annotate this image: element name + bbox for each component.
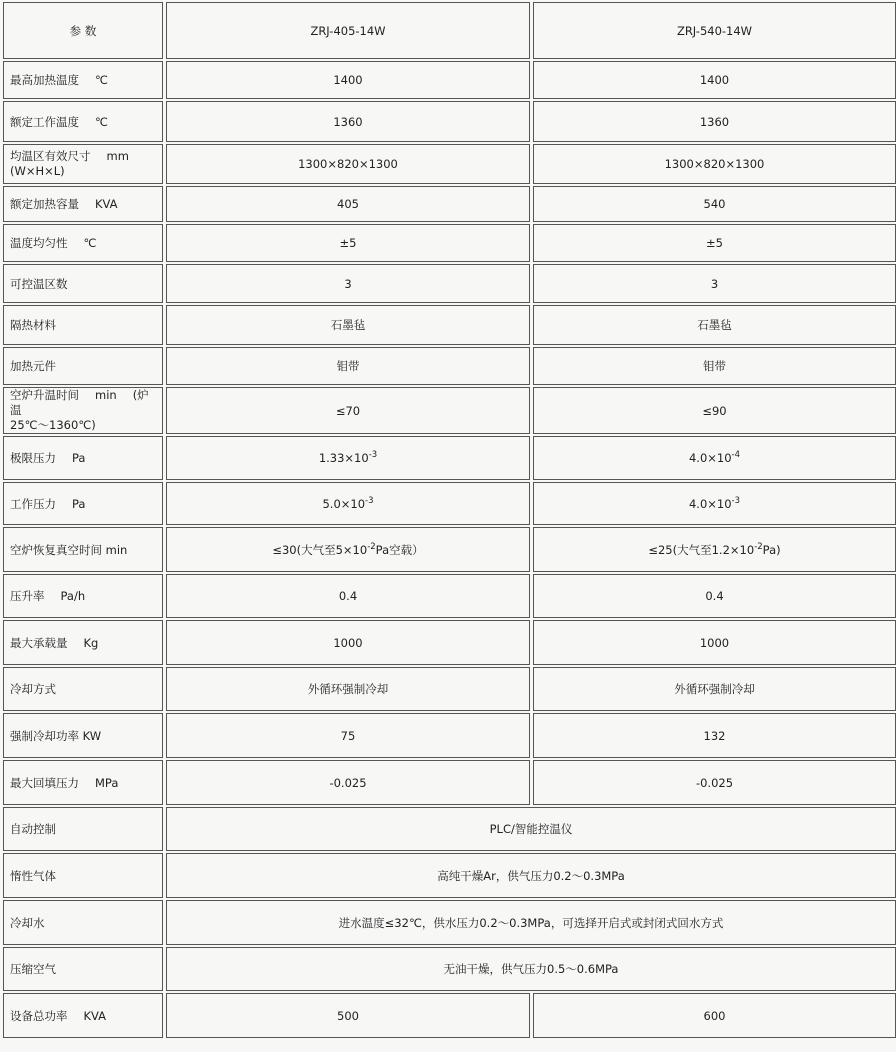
value-b: 3: [533, 264, 896, 303]
value-a: 1400: [166, 61, 530, 99]
row-ultimate-pressure: [3, 436, 896, 480]
value-b: $4.0\times 10^{-4}$: [533, 436, 896, 480]
row-working-pressure: [3, 482, 896, 525]
value-b: 600: [533, 993, 896, 1038]
value-merged: 高纯干燥Ar，供气压力0.2～0.3MPa: [166, 853, 896, 898]
value-a: $1.33\times 10^{-3}$: [166, 436, 530, 480]
row-insulation: [3, 305, 896, 345]
value-a: 3: [166, 264, 530, 303]
row-max-load: [3, 620, 896, 665]
value-b: 1300×820×1300: [533, 144, 896, 184]
value-b: 132: [533, 713, 896, 758]
row-compressed-air: [3, 947, 896, 991]
header-model-b: ZRJ-540-14W: [533, 2, 896, 59]
row-max-temp: [3, 61, 896, 99]
value-a: $5.0\times 10^{-3}$: [166, 482, 530, 525]
label-cell: 自动控制: [3, 807, 163, 851]
row-inert-gas: [3, 853, 896, 898]
value-a: ±5: [166, 224, 530, 262]
label-cell: 隔热材料: [3, 305, 163, 345]
label-cell: 最高加热温度 ℃: [3, 61, 163, 99]
row-temp-uniformity: [3, 224, 896, 262]
row-rated-temp: [3, 101, 896, 142]
value-a: -0.025: [166, 760, 530, 805]
label-cell: 温度均匀性 ℃: [3, 224, 163, 262]
label-cell: 均温区有效尺寸 mm (W×H×L): [3, 144, 163, 184]
value-b: ≤25(大气至$1.2\times 10^{-2}Pa$): [533, 527, 896, 572]
value-a: ≤30(大气至$5\times 10^{-2}Pa$空载）: [166, 527, 530, 572]
value-b: 0.4: [533, 574, 896, 618]
row-cooling-power: [3, 713, 896, 758]
label-cell: 可控温区数: [3, 264, 163, 303]
value-a: 75: [166, 713, 530, 758]
row-rated-power: [3, 186, 896, 222]
row-pumpdown-time: [3, 527, 896, 572]
value-b: -0.025: [533, 760, 896, 805]
label-cell: 压升率 Pa/h: [3, 574, 163, 618]
value-b: 1400: [533, 61, 896, 99]
value-b: 1360: [533, 101, 896, 142]
label-cell: 压缩空气: [3, 947, 163, 991]
row-auto-control: [3, 807, 896, 851]
label-cell: 惰性气体: [3, 853, 163, 898]
label-cell: 额定加热容量 KVA: [3, 186, 163, 222]
value-a: 1360: [166, 101, 530, 142]
value-b: ≤90: [533, 387, 896, 434]
label-cell: 冷却方式: [3, 667, 163, 711]
value-a: 外循环强制冷却: [166, 667, 530, 711]
value-b: 石墨毡: [533, 305, 896, 345]
label-cell: 空炉恢复真空时间 min: [3, 527, 163, 572]
label-cell: 加热元件: [3, 347, 163, 385]
value-b: $4.0\times 10^{-3}$: [533, 482, 896, 525]
value-b: ±5: [533, 224, 896, 262]
row-cooling-method: [3, 667, 896, 711]
value-merged: 进水温度≤32℃，供水压力0.2～0.3MPa，可选择开启式或封闭式回水方式: [166, 900, 896, 945]
value-merged: 无油干燥，供气压力0.5～0.6MPa: [166, 947, 896, 991]
row-leak-rate: [3, 574, 896, 618]
value-a: 1000: [166, 620, 530, 665]
row-cooling-water: [3, 900, 896, 945]
label-cell: 最大承载量 Kg: [3, 620, 163, 665]
value-a: ≤70: [166, 387, 530, 434]
label-cell: 最大回填压力 MPa: [3, 760, 163, 805]
value-a: 1300×820×1300: [166, 144, 530, 184]
label-cell: 强制冷却功率 KW: [3, 713, 163, 758]
header-row: [3, 2, 896, 59]
value-merged: PLC/智能控温仪: [166, 807, 896, 851]
label-cell: 额定工作温度 ℃: [3, 101, 163, 142]
row-heating-element: [3, 347, 896, 385]
header-model-a: ZRJ-405-14W: [166, 2, 530, 59]
row-heatup-time: [3, 387, 896, 434]
label-cell: 极限压力 Pa: [3, 436, 163, 480]
label-cell: 冷却水: [3, 900, 163, 945]
label-cell: 空炉升温时间 min (炉温 25℃～1360℃): [3, 387, 163, 434]
value-b: 1000: [533, 620, 896, 665]
value-b: 外循环强制冷却: [533, 667, 896, 711]
row-uniform-zone: [3, 144, 896, 184]
value-a: 石墨毡: [166, 305, 530, 345]
value-b: 540: [533, 186, 896, 222]
label-cell: 设备总功率 KVA: [3, 993, 163, 1038]
row-backfill-pressure: [3, 760, 896, 805]
row-total-power: [3, 993, 896, 1038]
header-param: 参 数: [3, 2, 163, 59]
label-cell: 工作压力 Pa: [3, 482, 163, 525]
value-a: 0.4: [166, 574, 530, 618]
value-b: 钼带: [533, 347, 896, 385]
value-a: 405: [166, 186, 530, 222]
value-a: 500: [166, 993, 530, 1038]
value-a: 钼带: [166, 347, 530, 385]
row-zones: [3, 264, 896, 303]
